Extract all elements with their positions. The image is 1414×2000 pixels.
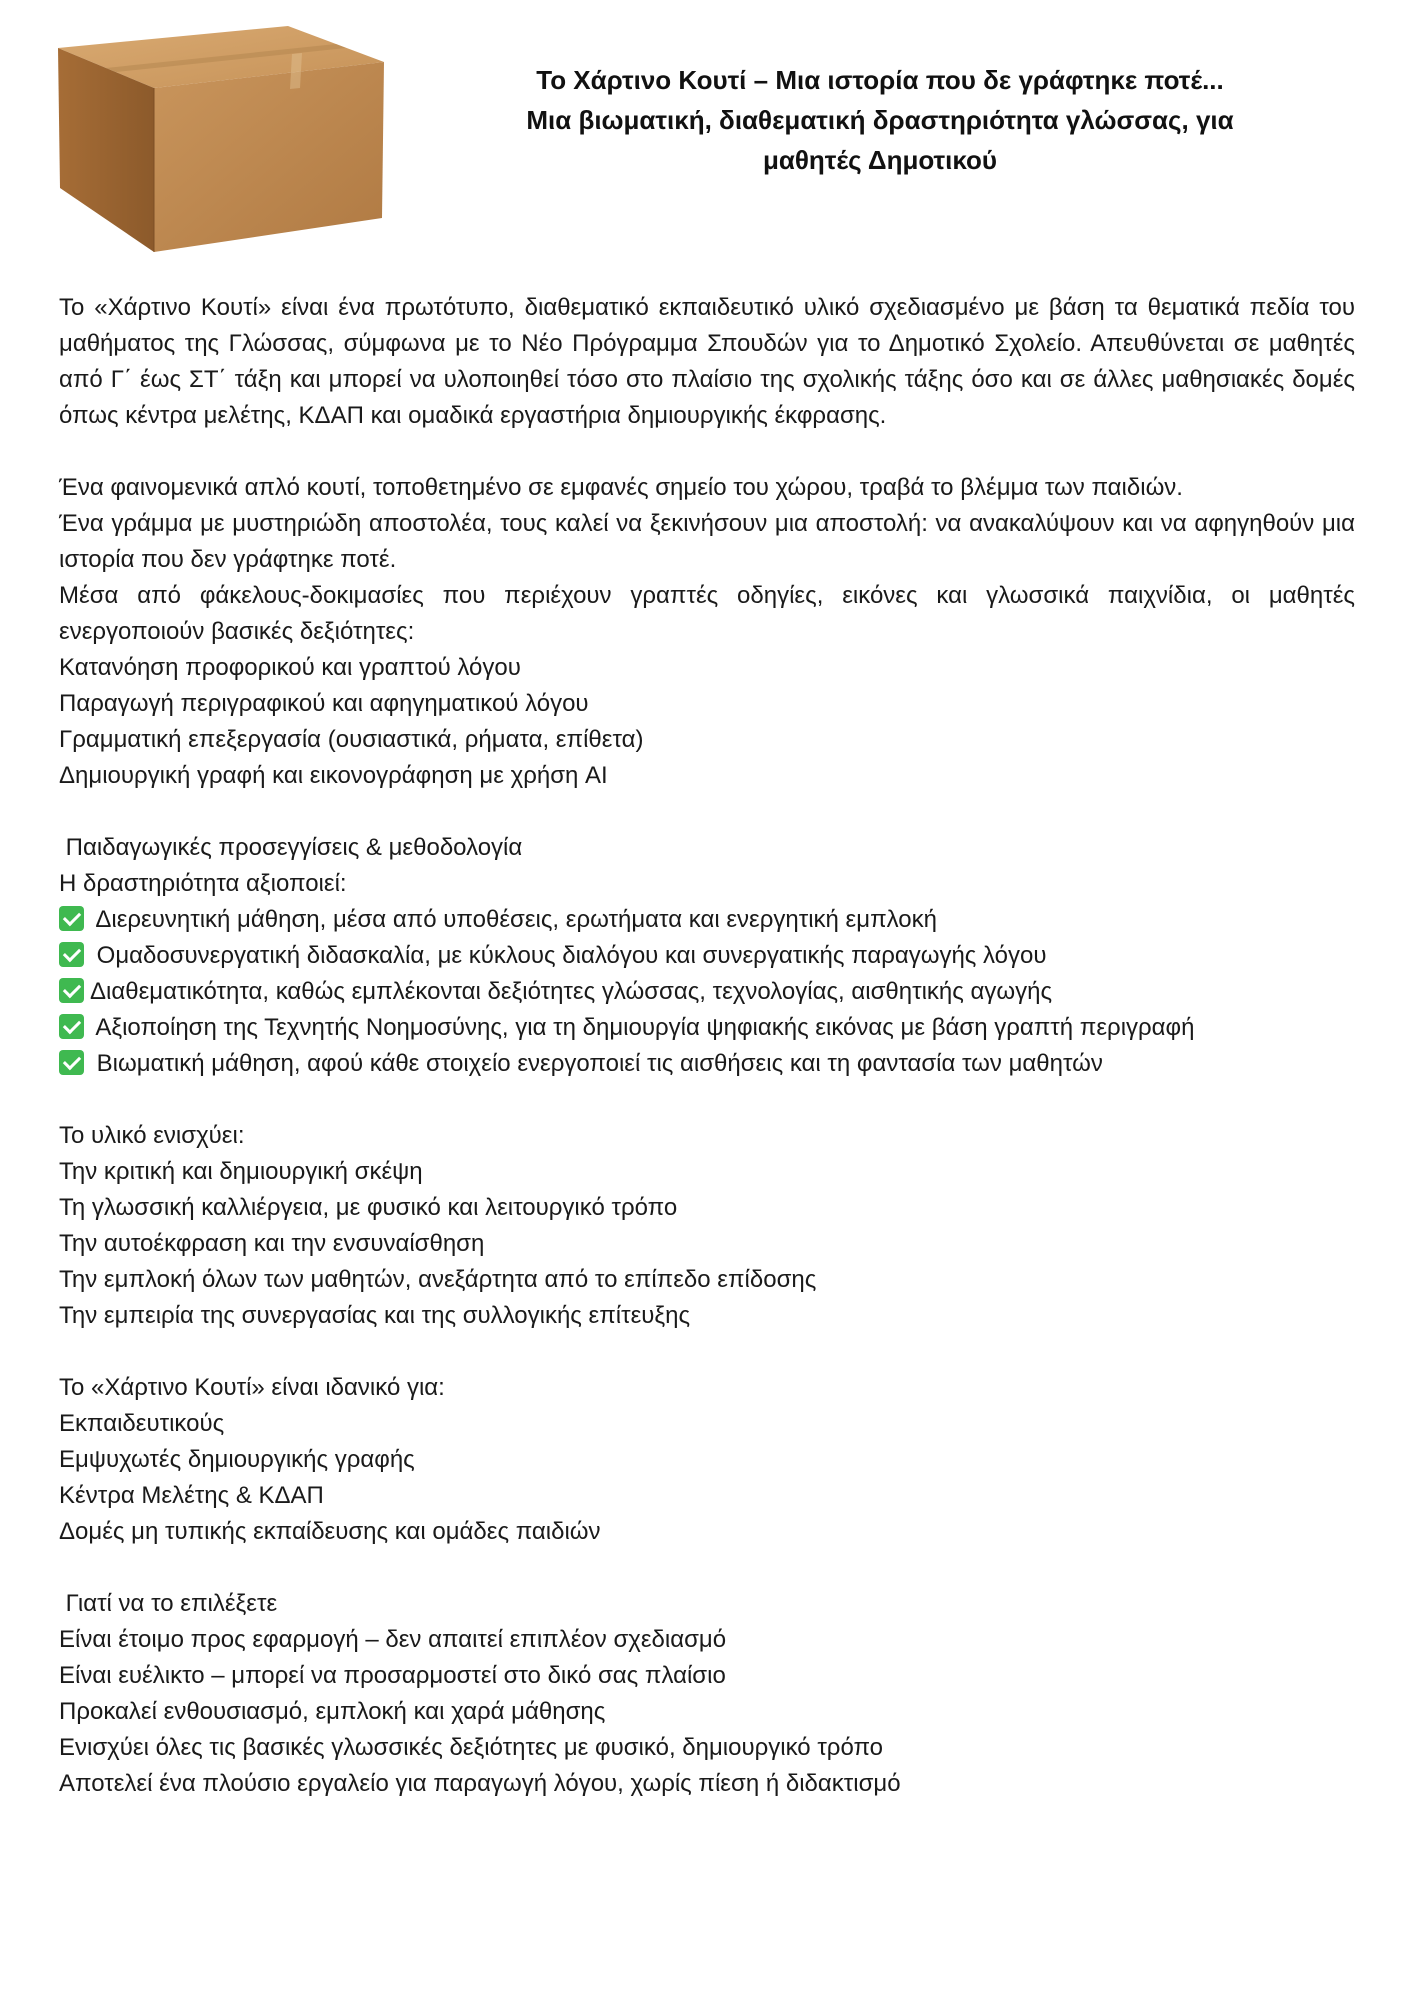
check-mark-icon xyxy=(59,1014,84,1039)
list-item: Την εμπλοκή όλων των μαθητών, ανεξάρτητα από το επίπεδο επίδοσης xyxy=(59,1266,817,1293)
intro-paragraph: Το «Χάρτινο Κουτί» είναι ένα πρωτότυπο, διαθεματικό εκπαιδευτικό υλικό σχεδιασμένο με βάση τα θεματικά πεδία του μαθήματος της Γλώσσας, σύμφωνα με το Νέο Πρόγραμμα Σπουδών για το Δημοτικό Σχολείο. Απευθύνεται σε μαθητές από Γ΄ έως ΣΤ΄ τάξη και μπορεί να υλοποιηθεί τόσο στο πλαίσιο της σχολικής τάξης όσο και σε άλλες μαθησιακές δομές όπως κέντρα μελέτης, ΚΔΑΠ και ομαδικά εργαστήρια δημιουργικής έκφρασης. xyxy=(59,294,1355,429)
skill-item: Παραγωγή περιγραφικού και αφηγηματικού λόγου xyxy=(59,690,589,717)
check-mark-icon xyxy=(59,1050,84,1075)
list-item: Είναι ευέλικτο – μπορεί να προσαρμοστεί στο δικό σας πλαίσιο xyxy=(59,1662,726,1689)
title-line: μαθητές Δημοτικού xyxy=(762,145,998,175)
list-item: Τη γλωσσική καλλιέργεια, με φυσικό και λειτουργικό τρόπο xyxy=(59,1194,678,1221)
list-item: Δομές μη τυπικής εκπαίδευσης και ομάδες παιδιών xyxy=(59,1518,601,1545)
check-mark-icon xyxy=(59,978,84,1003)
methodology-text: Διαθεματικότητα, καθώς εμπλέκονται δεξιότητες γλώσσας, τεχνολογίας, αισθητικής αγωγής xyxy=(90,978,1053,1005)
methodology-text: Αξιοποίηση της Τεχνητής Νοημοσύνης, για τη δημιουργία ψηφιακής εικόνας με βάση γραπτή περιγραφή xyxy=(90,1014,1195,1041)
methodology-item xyxy=(59,974,1355,1010)
section-heading: Γιατί να το επιλέξετε xyxy=(59,1590,278,1617)
methodology-item xyxy=(59,902,1355,938)
list-item: Την αυτοέκφραση και την ενσυναίσθηση xyxy=(59,1230,485,1257)
methodology-text: Ομαδοσυνεργατική διδασκαλία, με κύκλους διαλόγου και συνεργατικής παραγωγής λόγου xyxy=(90,942,1047,969)
methodology-item xyxy=(59,1046,1355,1082)
check-mark-icon xyxy=(59,942,84,967)
methodology-item xyxy=(59,938,1355,974)
skill-item: Γραμματική επεξεργασία (ουσιαστικά, ρήματα, επίθετα) xyxy=(59,726,644,753)
list-item: Εκπαιδευτικούς xyxy=(59,1410,225,1437)
list-item: Ενισχύει όλες τις βασικές γλωσσικές δεξιότητες με φυσικό, δημιουργικό τρόπο xyxy=(59,1734,884,1761)
title-line: Μια βιωματική, διαθεματική δραστηριότητα γλώσσας, για xyxy=(526,105,1234,135)
list-item: Εμψυχωτές δημιουργικής γραφής xyxy=(59,1446,415,1473)
skill-item: Δημιουργική γραφή και εικονογράφηση με χρήση AI xyxy=(59,762,608,789)
methodology-text: Διερευνητική μάθηση, μέσα από υποθέσεις, ερωτήματα και ενεργητική εμπλοκή xyxy=(90,906,937,933)
document-title xyxy=(470,60,1290,180)
methodology-item xyxy=(59,1010,1355,1046)
document-body xyxy=(59,290,1355,1802)
section-intro: Η δραστηριότητα αξιοποιεί: xyxy=(59,870,347,897)
skill-item: Κατανόηση προφορικού και γραπτού λόγου xyxy=(59,654,521,681)
story-paragraph: Μέσα από φάκελους-δοκιμασίες που περιέχουν γραπτές οδηγίες, εικόνες και γλωσσικά παιχνίδια, οι μαθητές ενεργοποιούν βασικές δεξιότητες: xyxy=(59,582,1355,645)
section-heading: Παιδαγωγικές προσεγγίσεις & μεθοδολογία xyxy=(59,834,523,861)
story-paragraph: Ένα φαινομενικά απλό κουτί, τοποθετημένο σε εμφανές σημείο του χώρου, τραβά το βλέμμα των παιδιών. xyxy=(59,474,1183,501)
list-item: Προκαλεί ενθουσιασμό, εμπλοκή και χαρά μάθησης xyxy=(59,1698,606,1725)
cardboard-box-image xyxy=(56,26,386,254)
section-heading: Το «Χάρτινο Κουτί» είναι ιδανικό για: xyxy=(59,1374,445,1401)
list-item: Είναι έτοιμο προς εφαρμογή – δεν απαιτεί επιπλέον σχεδιασμό xyxy=(59,1626,727,1653)
list-item: Την εμπειρία της συνεργασίας και της συλλογικής επίτευξης xyxy=(59,1302,691,1329)
methodology-text: Βιωματική μάθηση, αφού κάθε στοιχείο ενεργοποιεί τις αισθήσεις και τη φαντασία των μαθητών xyxy=(90,1050,1103,1077)
check-mark-icon xyxy=(59,906,84,931)
story-paragraph: Ένα γράμμα με μυστηριώδη αποστολέα, τους καλεί να ξεκινήσουν μια αποστολή: να ανακαλύψουν και να αφηγηθούν μια ιστορία που δεν γράφτηκε ποτέ. xyxy=(59,510,1355,573)
title-line: Το Χάρτινο Κουτί – Μια ιστορία που δε γράφτηκε ποτέ... xyxy=(536,65,1224,95)
list-item: Κέντρα Μελέτης & ΚΔΑΠ xyxy=(59,1482,324,1509)
list-item: Αποτελεί ένα πλούσιο εργαλείο για παραγωγή λόγου, χωρίς πίεση ή διδακτισμό xyxy=(59,1770,901,1797)
list-item: Την κριτική και δημιουργική σκέψη xyxy=(59,1158,423,1185)
section-heading: Το υλικό ενισχύει: xyxy=(59,1122,245,1149)
